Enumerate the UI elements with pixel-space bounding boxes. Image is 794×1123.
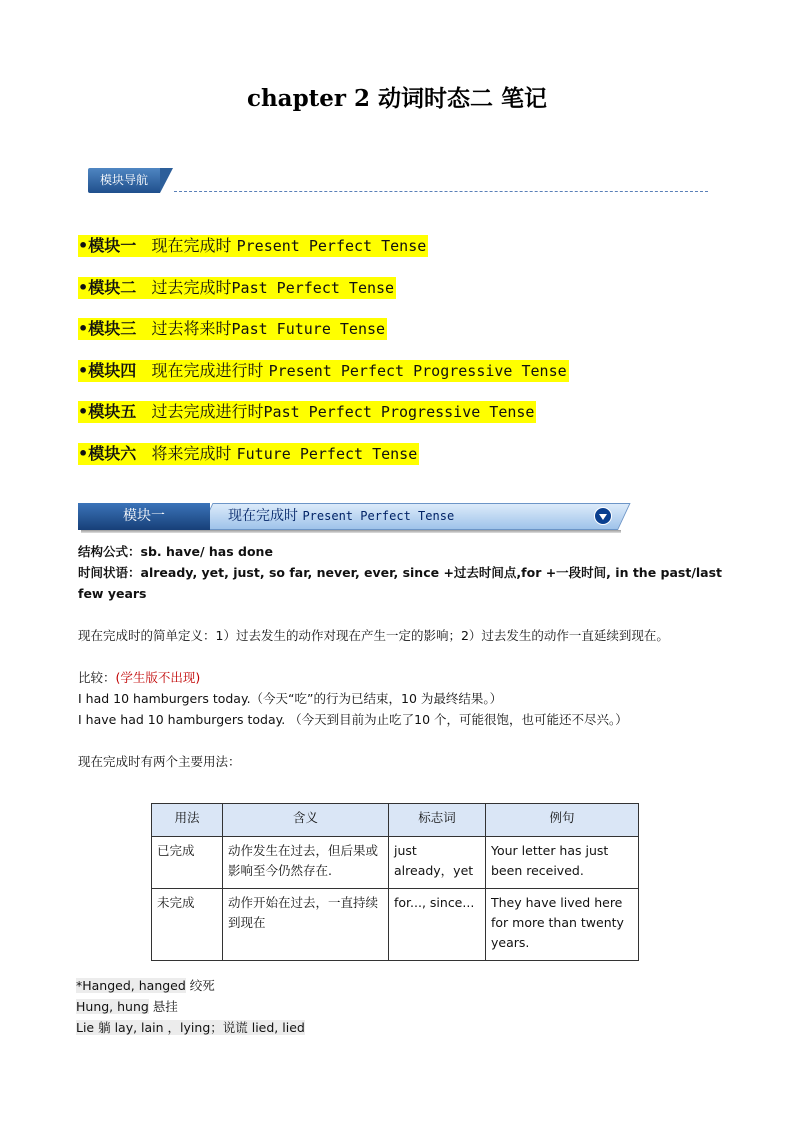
section-bar	[78, 503, 618, 530]
list-item[interactable]: •模块三 过去将来时Past Future Tense	[78, 319, 386, 338]
usage-table	[151, 803, 639, 961]
table-cell: 动作发生在过去，但后果或影响至今仍然存在.	[223, 837, 389, 889]
section-content	[78, 541, 728, 772]
section-bar-title: 现在完成时 Present Perfect Tense	[228, 508, 455, 524]
list-item[interactable]: •模块六 将来完成时 Future Perfect Tense	[78, 443, 418, 463]
column-header: 标志词	[389, 804, 486, 837]
column-header: 含义	[223, 804, 389, 837]
divider	[174, 191, 708, 192]
definition: 现在完成时的简单定义：1）过去发生的动作对现在产生一定的影响；2）过去发生的动作一直延续到现在。	[78, 628, 669, 643]
note-line: Hung, hung 悬挂	[76, 999, 178, 1014]
note-line: *Hanged, hanged 绞死	[76, 978, 215, 993]
table-cell: 未完成	[152, 889, 223, 961]
chevron-down-icon[interactable]	[594, 507, 612, 525]
section-bar-tab: 模块一	[78, 503, 210, 530]
table-header-row	[152, 804, 639, 837]
list-item[interactable]: •模块四 现在完成进行时 Present Perfect Progressive Tense	[78, 360, 567, 380]
list-item[interactable]: •模块一 现在完成时 Present Perfect Tense	[78, 236, 427, 255]
table-cell: just already，yet	[389, 837, 486, 889]
compare-heading: 比较：(学生版不出现)	[78, 670, 201, 685]
table-cell: for..., since...	[389, 889, 486, 961]
compare-line: I have had 10 hamburgers today. （今天到目前为止吃了10 个，可能很饱，也可能还不尽兴。）	[78, 712, 628, 727]
page-title: chapter 2 动词时态二 笔记	[246, 85, 548, 112]
column-header: 例句	[486, 804, 639, 837]
usage-intro: 现在完成时有两个主要用法：	[78, 754, 241, 769]
column-header: 用法	[152, 804, 223, 837]
list-item[interactable]: •模块五 过去完成进行时Past Perfect Progressive Tense	[78, 402, 535, 421]
table-cell: Your letter has just been received.	[486, 837, 639, 889]
module-nav-tag: 模块导航	[88, 168, 160, 193]
table-cell: They have lived here for more than twenty years.	[486, 889, 639, 961]
time-adverbs: 时间状语：already, yet, just, so far, never, ever, since +过去时间点,for +一段时间, in the past/last few years	[78, 565, 723, 601]
table-row	[152, 837, 639, 889]
compare-line: I had 10 hamburgers today.（今天“吃”的行为已结束，10 为最终结果。）	[78, 691, 503, 706]
list-item[interactable]: •模块二 过去完成时Past Perfect Tense	[78, 277, 395, 297]
table-cell: 已完成	[152, 837, 223, 889]
table-cell: 动作开始在过去，一直持续到现在	[223, 889, 389, 961]
table-row	[152, 889, 639, 961]
note-line: Lie 躺 lay, lain ，lying；说谎 lied, lied	[76, 1020, 305, 1035]
notes	[76, 975, 305, 1038]
structure-formula: 结构公式：sb. have/ has done	[78, 544, 273, 559]
module-list	[78, 234, 569, 483]
section-bar-shadow	[81, 530, 621, 533]
